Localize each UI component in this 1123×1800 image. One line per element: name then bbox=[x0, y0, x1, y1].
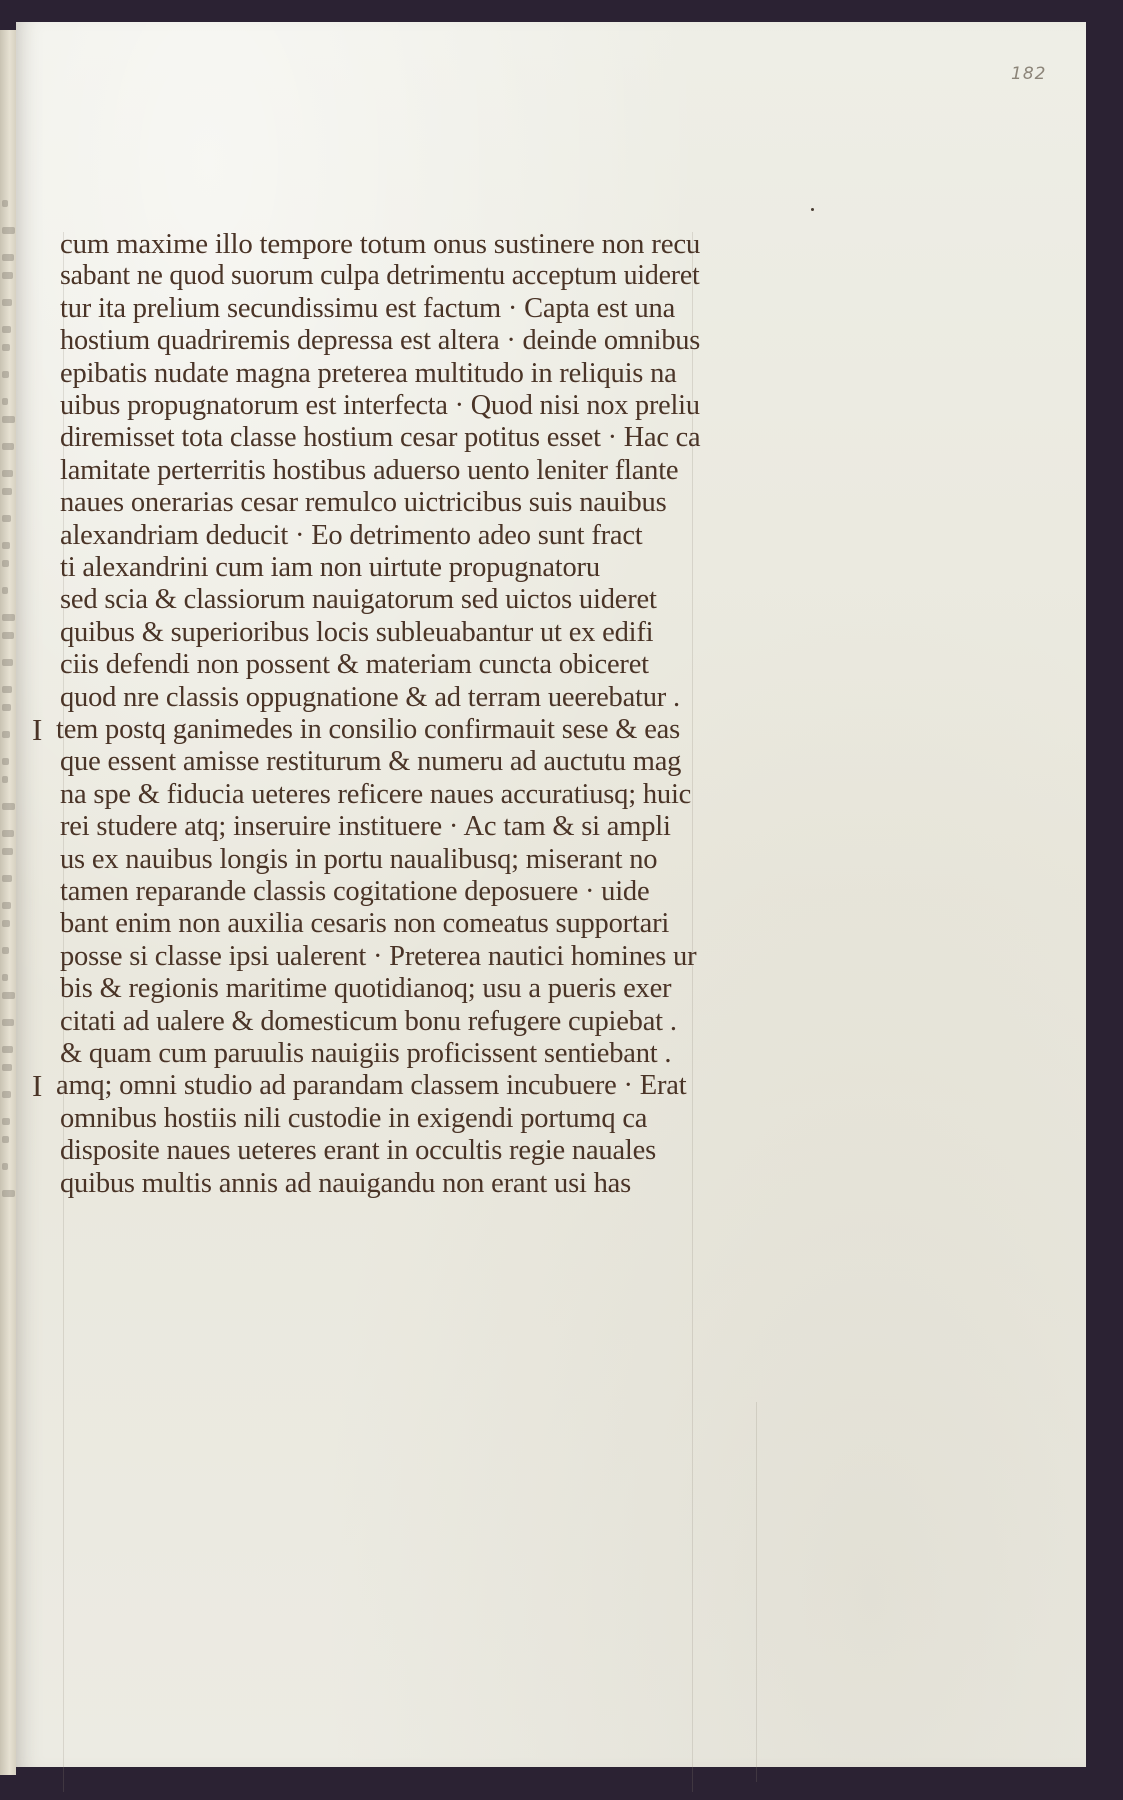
text-line: amq; omni studio ad parandam classem incubuere · Erat bbox=[56, 1070, 687, 1102]
facing-page-text-fragment bbox=[2, 704, 11, 711]
line-initial: I bbox=[32, 712, 43, 747]
facing-page-text-fragment bbox=[2, 560, 9, 567]
text-line: disposite naues ueteres erant in occultis regie nauales bbox=[60, 1135, 656, 1167]
facing-page-text-fragment bbox=[2, 659, 13, 666]
text-line: diremisset tota classe hostium cesar potitus esset · Hac ca bbox=[60, 422, 701, 454]
text-line: citati ad ualere & domesticum bonu refugere cupiebat . bbox=[60, 1005, 677, 1037]
facing-page-text-fragment bbox=[2, 614, 15, 621]
text-line: us ex nauibus longis in portu naualibusq; miserant no bbox=[60, 843, 658, 875]
text-line: ciis defendi non possent & materiam cuncta obiceret bbox=[60, 649, 649, 681]
facing-page-text-fragment bbox=[2, 1163, 8, 1170]
text-line: lamitate perterritis hostibus aduerso uento leniter flante bbox=[60, 454, 679, 486]
facing-page-text-fragment bbox=[2, 1136, 9, 1143]
text-line: que essent amisse restiturum & numeru ad auctutu mag bbox=[60, 746, 682, 778]
facing-page-text-fragment bbox=[2, 803, 15, 810]
facing-page-text-fragment bbox=[2, 299, 12, 306]
facing-page-text-fragment bbox=[2, 1064, 12, 1071]
text-line: tur ita prelium secundissimu est factum · Capta est una bbox=[60, 292, 676, 324]
facing-page-text-fragment bbox=[2, 758, 9, 765]
text-line: bant enim non auxilia cesaris non comeatus supportari bbox=[60, 908, 670, 940]
facing-page-text-fragment bbox=[2, 731, 10, 738]
facing-page-text-fragment bbox=[2, 200, 8, 207]
facing-page-text-fragment bbox=[2, 902, 11, 909]
text-line: sed scia & classiorum nauigatorum sed uictos uideret bbox=[60, 584, 657, 616]
ink-speck bbox=[811, 208, 814, 211]
facing-page-text-fragment bbox=[2, 326, 11, 333]
text-line: cum maxime illo tempore totum onus sustinere non recu bbox=[60, 228, 701, 260]
text-line: epibatis nudate magna preterea multitudo in reliquis na bbox=[60, 357, 677, 389]
text-line: na spe & fiducia ueteres reficere naues accuratiusq; huic bbox=[60, 778, 692, 810]
facing-page-text-fragment bbox=[2, 1118, 10, 1125]
facing-page-text-fragment bbox=[2, 542, 10, 549]
facing-page-text-fragment bbox=[2, 848, 13, 855]
facing-page-text-fragment bbox=[2, 254, 14, 261]
facing-page-text-fragment bbox=[2, 488, 12, 495]
facing-page-edge bbox=[0, 30, 16, 1775]
facing-page-text-fragment bbox=[2, 272, 13, 279]
facing-page-text-fragment bbox=[2, 227, 15, 234]
text-line: quod nre classis oppugnatione & ad terram ueerebatur . bbox=[60, 681, 680, 713]
ruling-line-right bbox=[692, 232, 693, 1792]
text-line: ti alexandrini cum iam non uirtute propugnatoru bbox=[60, 552, 600, 583]
folio-number: 182 bbox=[1011, 64, 1047, 84]
text-line: hostium quadriremis depressa est altera · deinde omnibus bbox=[60, 325, 701, 357]
text-line: uibus propugnatorum est interfecta · Quod nisi nox preliu bbox=[60, 390, 700, 421]
facing-page-text-fragment bbox=[2, 371, 9, 378]
text-line: tem postq ganimedes in consilio confirmauit sese & eas bbox=[56, 714, 680, 745]
text-line: naues onerarias cesar remulco uictricibus suis nauibus bbox=[60, 487, 667, 519]
text-line: quibus multis annis ad nauigandu non erant usi has bbox=[60, 1167, 632, 1199]
facing-page-text-fragment bbox=[2, 587, 8, 594]
ruling-line-margin bbox=[756, 1402, 757, 1782]
text-line: alexandriam deducit · Eo detrimento adeo sunt fract bbox=[60, 519, 643, 551]
text-line: bis & regionis maritime quotidianoq; usu a pueris exer bbox=[60, 973, 672, 1005]
text-line: tamen reparande classis cogitatione deposuere · uide bbox=[60, 876, 650, 907]
facing-page-text-fragment bbox=[2, 470, 13, 477]
facing-page-text-fragment bbox=[2, 992, 15, 999]
text-line: sabant ne quod suorum culpa detrimentu acceptum uideret bbox=[60, 260, 700, 292]
manuscript-folio bbox=[16, 22, 1086, 1767]
facing-page-text-fragment bbox=[2, 1190, 15, 1197]
facing-page-text-fragment bbox=[2, 920, 10, 927]
text-line: omnibus hostiis nili custodie in exigendi portumq ca bbox=[60, 1102, 648, 1134]
line-initial: I bbox=[32, 1068, 43, 1104]
facing-page-text-fragment bbox=[2, 515, 11, 522]
text-line: rei studere atq; inseruire instituere · Ac tam & si ampli bbox=[60, 811, 671, 843]
facing-page-text-fragment bbox=[2, 947, 9, 954]
facing-page-text-fragment bbox=[2, 875, 12, 882]
facing-page-text-fragment bbox=[2, 1046, 13, 1053]
facing-page-text-fragment bbox=[2, 416, 15, 423]
facing-page-text-fragment bbox=[2, 632, 14, 639]
text-line: quibus & superioribus locis subleuabantur ut ex edifi bbox=[60, 616, 654, 648]
facing-page-text-fragment bbox=[2, 344, 10, 351]
facing-page-text-fragment bbox=[2, 1019, 14, 1026]
facing-page-text-fragment bbox=[2, 686, 12, 693]
facing-page-text-fragment bbox=[2, 974, 8, 981]
facing-page-text-fragment bbox=[2, 398, 8, 405]
facing-page-text-fragment bbox=[2, 776, 8, 783]
facing-page-text-fragment bbox=[2, 1091, 11, 1098]
text-line: & quam cum paruulis nauigiis proficissent sentiebant . bbox=[60, 1038, 672, 1069]
facing-page-text-fragment bbox=[2, 830, 14, 837]
facing-page-text-fragment bbox=[2, 443, 14, 450]
text-line: posse si classe ipsi ualerent · Preterea nautici homines ur bbox=[60, 940, 697, 972]
